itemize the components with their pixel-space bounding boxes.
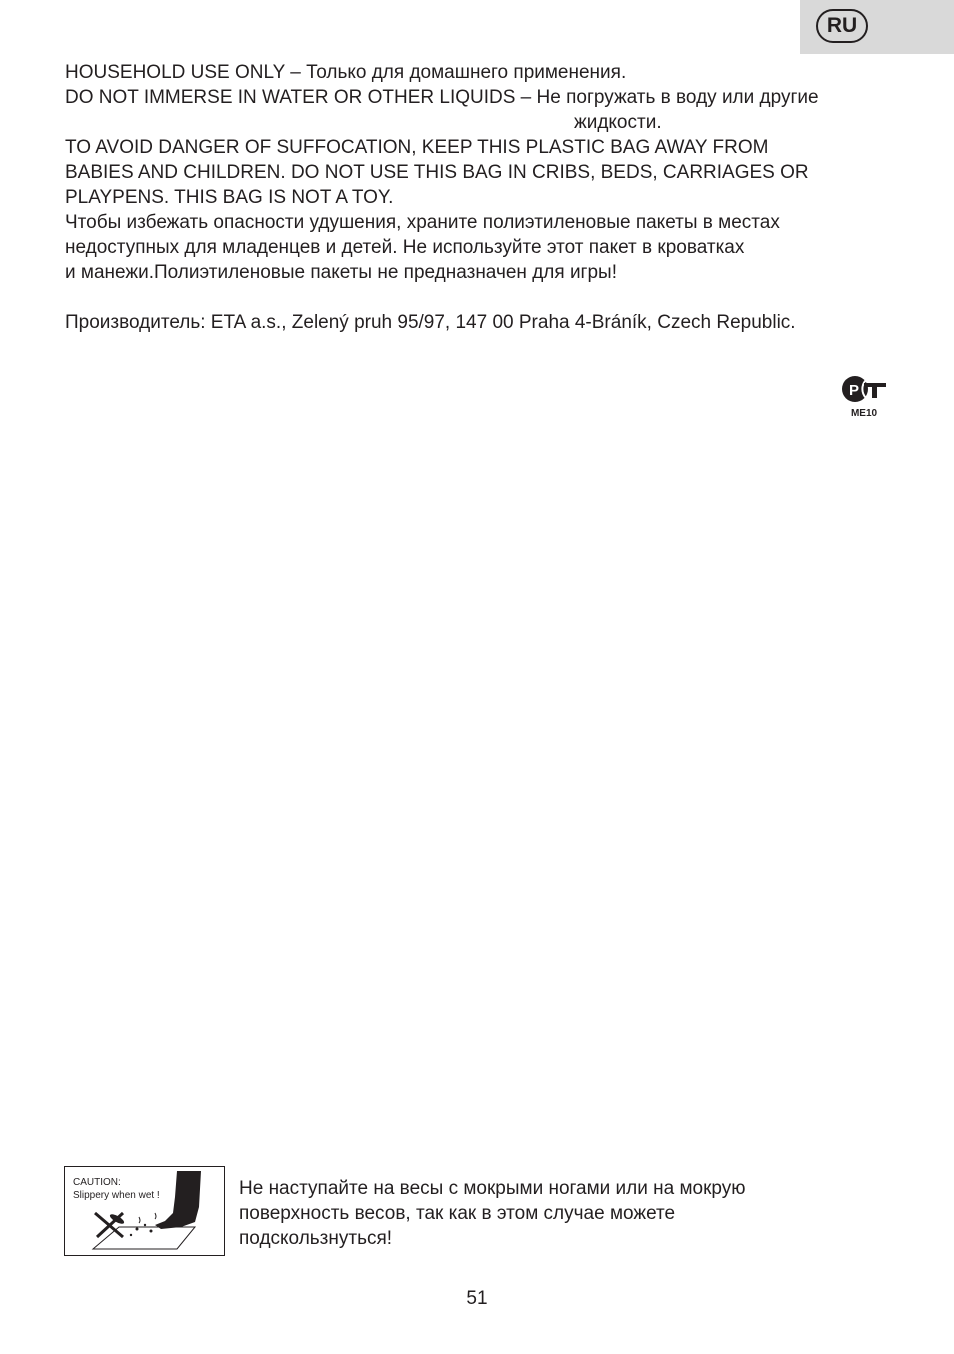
manufacturer-line: Производитель: ETA a.s., Zelený pruh 95/97, 147 00 Praha 4-Bráník, Czech Republic.: [65, 312, 796, 333]
suffocation-en-line-2: BABIES AND CHILDREN. DO NOT USE THIS BAG IN CRIBS, BEDS, CARRIAGES OR: [65, 162, 809, 183]
caution-subtitle: Slippery when wet !: [73, 1190, 160, 1201]
caution-title: CAUTION:: [73, 1177, 121, 1188]
immerse-warning-line-1: DO NOT IMMERSE IN WATER OR OTHER LIQUIDS – Не погружать в воду или другие: [65, 87, 819, 108]
household-use-line: HOUSEHOLD USE ONLY – Только для домашнего применения.: [65, 62, 627, 83]
suffocation-ru-line-3: и манежи.Полиэтиленовые пакеты не предназначен для игры!: [65, 262, 617, 283]
certification-code: ME10: [850, 408, 878, 419]
suffocation-en-line-3: PLAYPENS. THIS BAG IS NOT A TOY.: [65, 187, 394, 208]
svg-text:P: P: [849, 382, 860, 399]
language-badge: RU: [816, 9, 868, 43]
suffocation-en-line-1: TO AVOID DANGER OF SUFFOCATION, KEEP THIS PLASTIC BAG AWAY FROM: [65, 137, 769, 158]
language-tab: [800, 0, 954, 54]
suffocation-ru-line-1: Чтобы избежать опасности удушения, храните полиэтиленовые пакеты в местах: [65, 212, 780, 233]
certification-logo-icon: [840, 372, 890, 408]
certification-mark: [840, 372, 890, 422]
page-number: 51: [466, 1288, 488, 1309]
caution-label-text: [73, 1176, 160, 1202]
caution-slippery-label: [64, 1166, 225, 1256]
immerse-warning-line-2: жидкости.: [574, 112, 662, 133]
slip-warning-line-1: Не наступайте на весы с мокрыми ногами или на мокрую: [239, 1178, 746, 1199]
slip-warning-line-2: поверхность весов, так как в этом случае можете: [239, 1203, 676, 1224]
suffocation-ru-line-2: недоступных для младенцев и детей. Не используйте этот пакет в кроватках: [65, 237, 745, 258]
slip-warning-line-3: подскользнуться!: [239, 1228, 393, 1249]
